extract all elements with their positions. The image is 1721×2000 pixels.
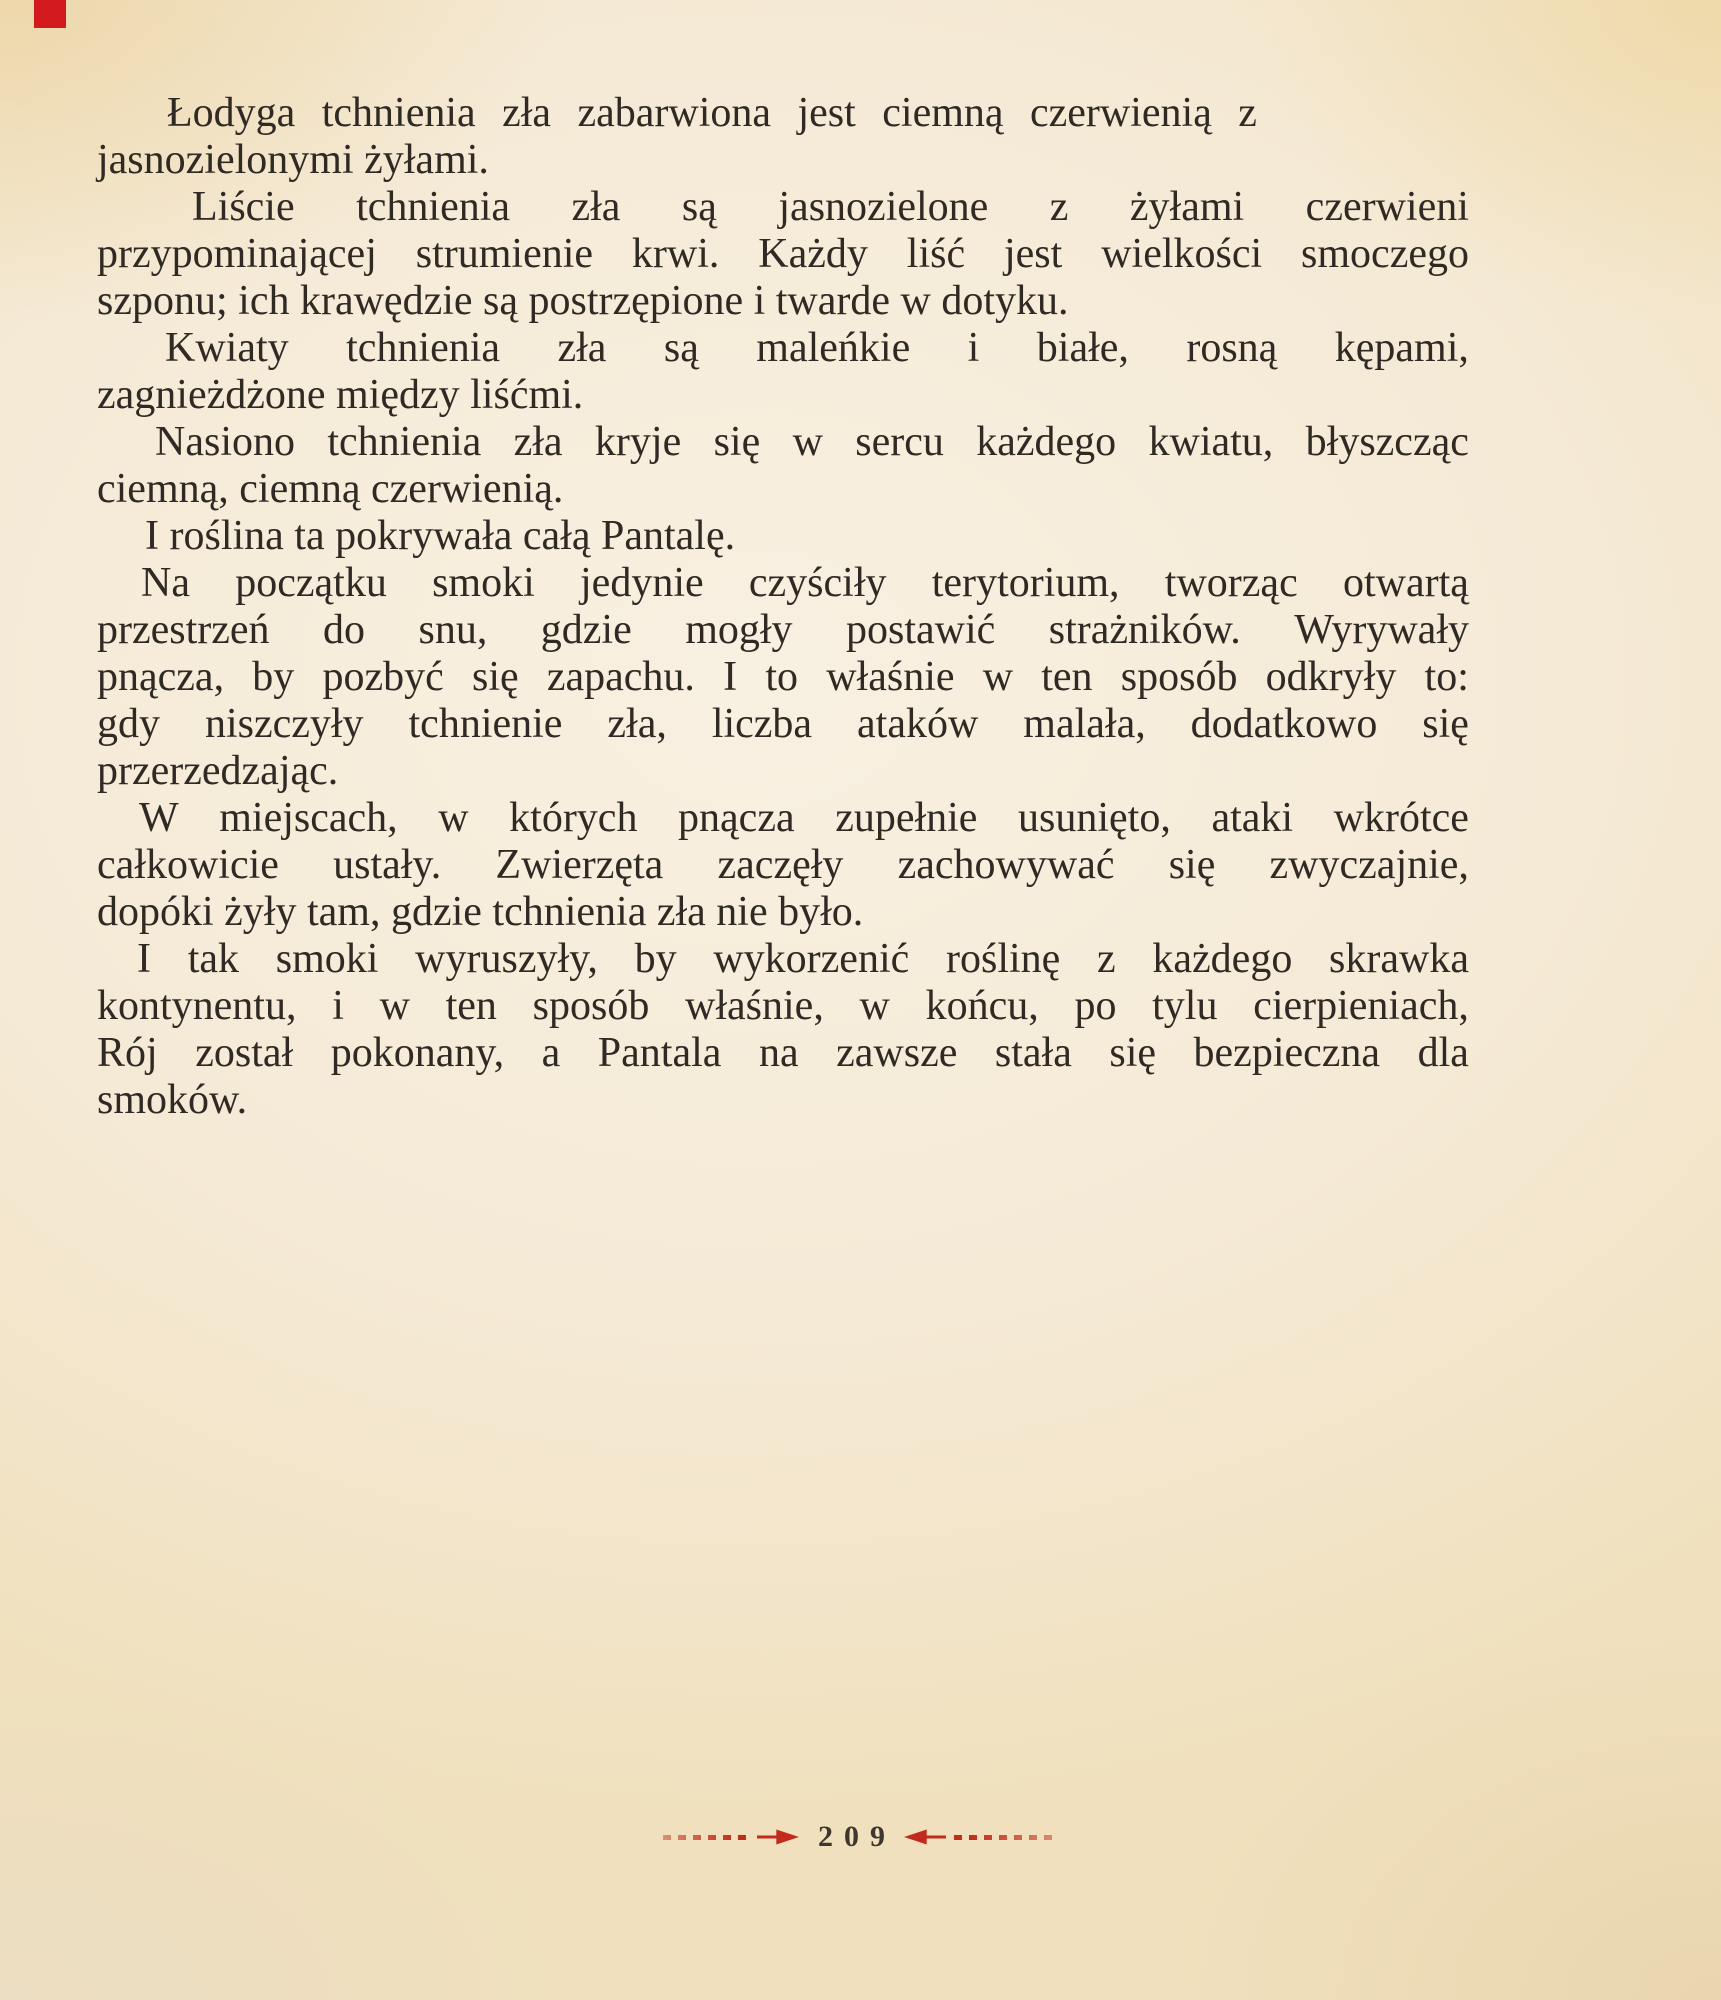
- text-line: przypominającej strumienie krwi. Każdy liść jest wielkości smoczego: [97, 231, 1469, 277]
- body-text: [97, 90, 1469, 1124]
- text-line: I tak smoki wyruszyły, by wykorzenić roślinę z każdego skrawka: [137, 936, 1469, 982]
- page-number: 209: [818, 1820, 896, 1853]
- text-line: pnącza, by pozbyć się zapachu. I to właśnie w ten sposób odkryły to:: [97, 654, 1469, 700]
- text-line: Łodyga tchnienia zła zabarwiona jest ciemną czerwienią z: [167, 90, 1257, 136]
- footer-dash-right: [954, 1835, 1058, 1840]
- footer-arrow-right-icon: [904, 1828, 946, 1846]
- text-line: I roślina ta pokrywała całą Pantalę.: [145, 513, 736, 559]
- text-line: przestrzeń do snu, gdzie mogły postawić strażników. Wyrywały: [97, 607, 1469, 653]
- text-line: kontynentu, i w ten sposób właśnie, w końcu, po tylu cierpieniach,: [97, 983, 1469, 1029]
- text-line: dopóki żyły tam, gdzie tchnienia zła nie było.: [97, 889, 864, 935]
- text-line: Rój został pokonany, a Pantala na zawsze stała się bezpieczna dla: [97, 1030, 1469, 1076]
- text-line: smoków.: [97, 1077, 248, 1123]
- footer-arrow-left-icon: [757, 1828, 799, 1846]
- text-line: szponu; ich krawędzie są postrzępione i twarde w dotyku.: [97, 278, 1069, 324]
- text-line: gdy niszczyły tchnienie zła, liczba ataków malała, dodatkowo się: [97, 701, 1469, 747]
- page-footer: [0, 1820, 1721, 1854]
- text-line: Nasiono tchnienia zła kryje się w sercu każdego kwiatu, błyszcząc: [155, 419, 1469, 465]
- text-line: jasnozielonymi żyłami.: [97, 137, 489, 183]
- text-line: W miejscach, w których pnącza zupełnie usunięto, ataki wkrótce: [139, 795, 1469, 841]
- footer-dash-left: [663, 1835, 749, 1840]
- text-line: Na początku smoki jedynie czyściły terytorium, tworząc otwartą: [141, 560, 1469, 606]
- text-line: Kwiaty tchnienia zła są maleńkie i białe, rosną kępami,: [165, 325, 1469, 371]
- text-line: przerzedzając.: [97, 748, 339, 794]
- text-line: Liście tchnienia zła są jasnozielone z żyłami czerwieni: [192, 184, 1469, 230]
- red-corner-marker: [34, 0, 66, 28]
- text-line: całkowicie ustały. Zwierzęta zaczęły zachowywać się zwyczajnie,: [97, 842, 1469, 888]
- text-line: zagnieżdżone między liśćmi.: [97, 372, 584, 418]
- text-line: ciemną, ciemną czerwienią.: [97, 466, 564, 512]
